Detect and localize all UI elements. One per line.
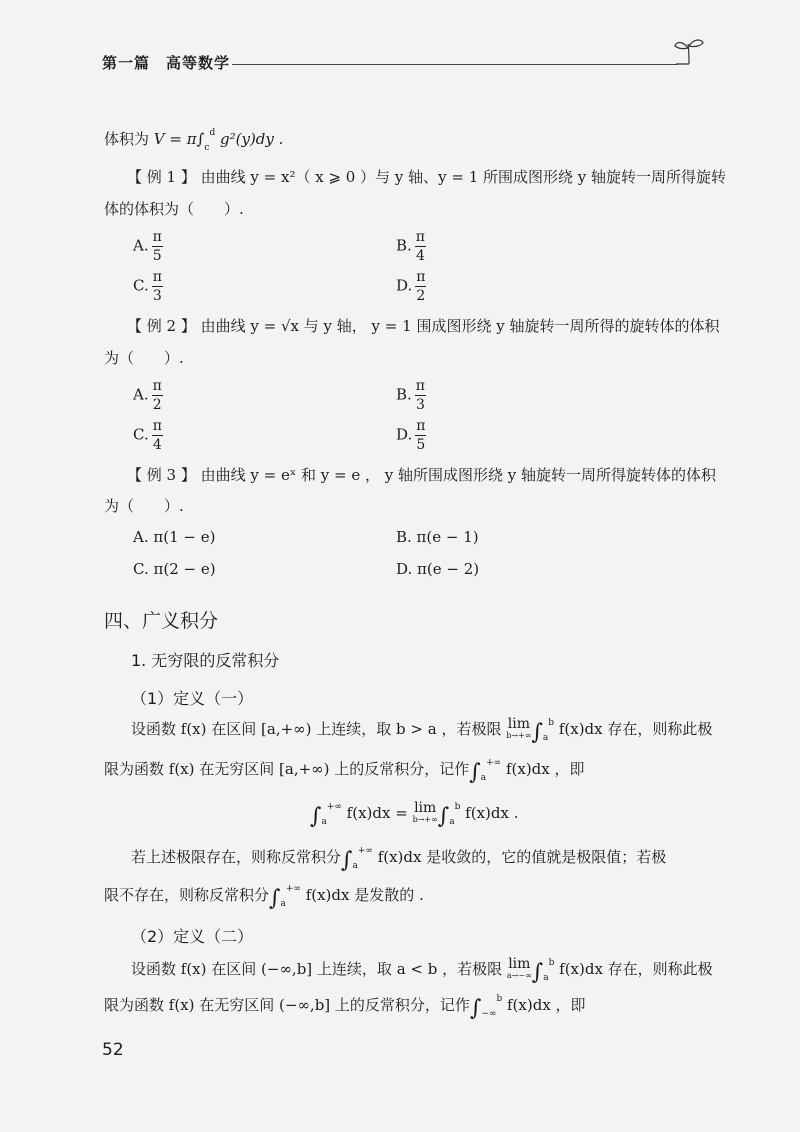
example-1-stem-cont: 体的体积为（ ）. (104, 200, 244, 218)
definition-1-line-3: 若上述极限存在，则称反常积分$\int_a^{+\infty}$ f(x)dx 是收敛的，它的值就是极限值；若极 (131, 846, 667, 873)
example-1-option-b: B. $\frac{\pi}{4}$ (396, 229, 425, 264)
section-title: 四、广义积分 (104, 610, 219, 632)
definition-1-line-1: 设函数 f(x) 在区间 [a,+∞) 上连续，取 b > a ，若极限 lim b→+∞ $\int_a^b$ f(x)dx 存在，则称此极 (131, 716, 713, 745)
example-1-option-a: A. $\frac{\pi}{5}$ (133, 229, 162, 264)
volume-formula: V = π∫ (153, 130, 205, 148)
example-2-stem: 【 例 2 】 由曲线 y = √x 与 y 轴， y = 1 围成图形绕 y 轴旋转一周所得的旋转体的体积 (127, 317, 720, 335)
sprout-icon (672, 36, 706, 66)
volume-formula-line: 体积为 $V = \pi\int_c^d$ g²(y)dy . (104, 128, 284, 153)
example-2-option-b: B. $\frac{\pi}{3}$ (396, 378, 425, 413)
example-3-stem-cont: 为（ ）. (104, 497, 184, 515)
example-3-option-c: C. π(2 − e) (133, 560, 216, 578)
definition-2-line-2: 限为函数 f(x) 在无穷区间 (−∞,b] 上的反常积分，记作$\int_{-\infty}^b$ f(x)dx ，即 (104, 994, 586, 1021)
header-rule (232, 64, 678, 65)
definition-1-line-2: 限为函数 f(x) 在无穷区间 [a,+∞) 上的反常积分，记作$\int_a^{+\infty}$ f(x)dx ，即 (104, 758, 585, 785)
example-2-option-a: A. $\frac{\pi}{2}$ (133, 378, 162, 413)
subsection-title: 1. 无穷限的反常积分 (131, 651, 280, 670)
definition-1-display-equation: $\int_a^{+\infty}$ f(x)dx = lim b→+∞ $\int_a^b$ f(x)dx . (310, 800, 519, 829)
definition-2-title: （2）定义（二） (131, 927, 254, 946)
example-3-option-b: B. π(e − 1) (396, 528, 479, 546)
definition-2-line-1: 设函数 f(x) 在区间 (−∞,b] 上连续，取 a < b ，若极限 lim a→−∞ $\int_a^b$ f(x)dx 存在，则称此极 (131, 956, 713, 985)
running-header: 第一篇 高等数学 (102, 54, 231, 72)
page-number: 52 (102, 1040, 124, 1060)
definition-1-title: （1）定义（一） (131, 689, 254, 708)
example-2-option-d: D. $\frac{\pi}{5}$ (396, 418, 426, 453)
example-1-option-c: C. $\frac{\pi}{3}$ (133, 269, 162, 304)
example-1-stem: 【 例 1 】 由曲线 y = x²（ x ⩾ 0 ）与 y 轴、y = 1 所围成图形绕 y 轴旋转一周所得旋转 (127, 168, 727, 186)
example-2-option-c: C. $\frac{\pi}{4}$ (133, 418, 162, 453)
example-1-option-d: D. $\frac{\pi}{2}$ (396, 269, 426, 304)
definition-1-line-4: 限不存在，则称反常积分$\int_a^{+\infty}$ f(x)dx 是发散的 . (104, 884, 424, 911)
example-3-stem: 【 例 3 】 由曲线 y = eˣ 和 y = e ， y 轴所围成图形绕 y 轴旋转一周所得旋转体的体积 (127, 466, 717, 484)
example-2-stem-cont: 为（ ）. (104, 349, 184, 367)
example-3-option-a: A. π(1 − e) (133, 528, 216, 546)
example-3-option-d: D. π(e − 2) (396, 560, 480, 578)
